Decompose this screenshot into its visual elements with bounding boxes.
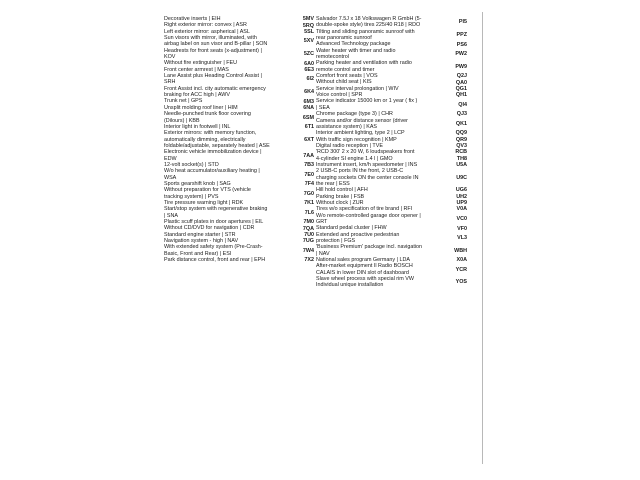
option-code: 6I2 [306,76,314,83]
option-code: 6E3 [304,66,314,73]
equipment-description: Trunk net | GPS [164,98,203,105]
equipment-description: Tire pressure warning light | RDK [164,199,244,206]
option-code: QV3 [456,143,467,150]
equipment-entry [164,48,314,61]
option-code: 7UG [302,238,314,245]
option-code: VL3 [457,235,467,242]
option-code: 6SM [302,114,314,121]
equipment-description: Front center armrest | MAS [164,66,229,73]
equipment-description: Service indicator 15000 km or 1 year ( fix ) | SEA [316,98,418,111]
option-code: VC0 [456,216,467,222]
equipment-entry [316,29,467,42]
equipment-description: Standard pedal cluster | FHW [316,225,387,232]
equipment-description: Without CD/DVD for navigation | CDR [164,225,255,232]
equipment-entry [164,168,314,181]
option-code: Q2J [456,73,467,80]
option-code: QJ3 [456,111,467,118]
equipment-description: Without clock | ZUR [316,199,364,206]
equipment-description: Park distance control, front and rear | EPH [164,257,266,264]
equipment-description: Chrome package (type 3) | CHR [316,111,393,118]
equipment-description: 12-volt socket(s) | STD [164,161,219,168]
equipment-description: Instrument insert, km/h speedometer | INS [316,161,418,168]
equipment-description: W/o remote-controlled garage door opener | GRT [316,212,421,225]
equipment-entry [316,60,467,73]
equipment-description: Left exterior mirror: aspherical | ASL [164,28,250,35]
option-code: PS6 [456,41,467,48]
equipment-entry [164,206,314,219]
equipment-entry [164,111,314,124]
equipment-description: Without fire extinguisher | FEU [164,60,238,67]
option-code: WBH [454,247,467,254]
option-code: 7QA [302,225,314,232]
option-code: 7K1 [304,200,314,207]
equipment-description: 'Business Premium' package incl. navigation | NAV [316,244,423,257]
equipment-entry [316,118,467,131]
equipment-description: Lane Assist plus Heading Control Assist | SRH [164,73,262,86]
option-code: 6T1 [304,124,314,131]
option-code: 5XV [303,38,314,45]
equipment-entry [164,35,314,48]
option-code: QQ9 [455,130,467,137]
option-code: UH2 [456,193,467,200]
option-code: PPZ [456,32,467,39]
equipment-description: Parking brake | FSB [316,193,365,200]
option-code: 6M3 [303,98,314,105]
equipment-description: Exterior mirrors: with memory function, automatically dimming, electrically foldable/adjustable, separately heated | ASE [164,130,270,149]
option-code: 7X2 [304,257,314,264]
equipment-description: National sales program Germany | LDA [316,257,410,264]
equipment-description: With traffic sign recognition | KMP [316,136,397,143]
option-code: 7U0 [304,231,314,238]
equipment-description: Camera and/or distance sensor (driver assistance system) | KAS [316,117,408,130]
equipment-entry [316,263,467,276]
option-code: 7W4 [302,247,314,254]
equipment-description: W/o heat accumulator/auxiliary heating | WSA [164,168,260,181]
equipment-entry [316,213,467,226]
equipment-description: Unsplit molding roof liner | HIM [164,104,238,111]
option-code: YOS [455,279,467,286]
option-code: 6K4 [304,89,314,96]
equipment-description: Navigation system - high | NAV [164,238,239,245]
equipment-description: Advanced Technology package [316,41,391,48]
option-code: QA0 [455,79,467,86]
option-code: V0A [456,206,467,213]
option-code: 5RQ [302,22,314,29]
equipment-description: Interior light in footwell | INL [164,123,231,130]
option-code: QH1 [455,92,467,99]
equipment-description: Front Assist incl. city automatic emergency braking for ACC high | AWV [164,85,266,99]
equipment-description: After-market equipment Il Radio BOSCH CALAIS in lower DIN slot of dashboard [316,263,413,276]
equipment-description: Headrests for front seats (x-adjustment) | KOV [164,47,262,61]
equipment-description: Without child seat | KIS [316,79,372,86]
option-code: UG6 [455,187,467,194]
equipment-entry [316,276,467,289]
option-code: TH8 [456,155,467,162]
option-code: UP9 [456,200,467,207]
option-code: RCB [455,149,467,156]
equipment-entry [164,244,314,257]
equipment-description: Tilting and sliding panoramic sunroof with rear panoramic sunroof [316,28,415,42]
equipment-description: 'RCD 300' 2 x 20 W, 6 loudspeakers front [316,149,415,156]
option-code: 7B3 [304,162,314,169]
option-code: 7F4 [304,181,314,188]
equipment-description: Without preparation for VTS (vehicle tracking system) | PVS [164,187,251,200]
equipment-entry [164,73,314,86]
option-code: U9C [456,174,467,181]
option-code: QG1 [455,85,467,92]
option-code: QK1 [455,120,467,127]
option-code: PW9 [455,63,467,70]
equipment-description: Plastic scuff plates in door apertures | EIL [164,219,264,225]
equipment-description: Parking heater and ventilation with radio remote control and timer [316,60,412,73]
equipment-description: With extended safety system (Pre-Crash- Basic, Front and Rear) | ESI [164,244,263,257]
option-code: U5A [456,162,467,169]
equipment-description: Digital radio reception | TVE [316,142,383,149]
equipment-entry [164,149,314,162]
option-code: 5MV [302,16,314,23]
equipment-entry [316,48,467,61]
equipment-entry [316,232,467,245]
equipment-description: Extended and proactive pedestrian protection | FGS [316,231,400,245]
equipment-entry [316,168,467,187]
equipment-entry [164,130,314,149]
equipment-description: 4-cylinder SI engine 1.4 l | GMO [316,155,393,162]
option-code: 7AA [303,152,314,159]
equipment-description: Salvador 7.5J x 18 Volkswagen R GmbH (5- double-spoke style) tires 225/40 R18 | RDO [316,16,422,29]
option-code: 5ZC [303,51,314,58]
equipment-description: Decorative inserts | EIH [164,16,221,22]
equipment-entry [316,98,467,111]
equipment-description: Interior ambient lighting, type 2 | LCP [316,130,405,137]
equipment-description: Hill hold control | AFH [316,187,368,194]
equipment-description: Sports gearshift knob | SAG [164,180,231,187]
left-equipment-column [164,16,314,263]
equipment-description: Start/stop system with regenerative braking | SNA [164,206,268,219]
option-code: 7E0 [304,171,314,178]
equipment-description: Service interval prolongation | WIV [316,85,399,92]
option-code: 6A0 [304,60,314,67]
option-code: PI5 [458,19,467,26]
option-code: VF0 [457,225,467,232]
option-code: 7L6 [304,209,314,216]
equipment-entry [164,86,314,99]
option-code: 7G0 [303,190,314,197]
right-equipment-column [316,16,467,289]
equipment-description: Tires w/o specification of tire brand | RFI [316,206,413,213]
equipment-entry [316,16,467,29]
equipment-description: 2 USB-C ports IN the front, 2 USB-C charging sockets ON the center console IN the rear | ESS [316,168,419,187]
equipment-entry [164,187,314,200]
equipment-description: Water heater with timer and radio remotecontrol [316,47,396,61]
option-code: QR9 [455,136,467,143]
equipment-list-sheet [160,12,483,464]
equipment-entry [164,257,314,263]
equipment-description: Standard engine starter | STR [164,231,236,238]
option-code: 6NA [303,104,314,111]
option-code: 6XT [304,136,314,143]
option-code: 7M0 [303,219,314,226]
option-code: PW2 [455,51,467,58]
option-code: QI4 [458,101,467,108]
equipment-description: Electronic vehicle immobilization device | EDW [164,149,262,162]
option-code: YCR [455,266,467,273]
equipment-entry [316,244,467,257]
equipment-description: Sun visors with mirror, illuminated, with airbag label on sun visor and B-pillar | SON [164,35,268,48]
equipment-description: Right exterior mirror: convex | ASR [164,22,247,29]
equipment-description: Slave wheel process with special rim VW Individual unique installation [316,276,414,289]
option-code: X0A [456,257,467,264]
equipment-description: Voice control | SPR [316,92,363,99]
equipment-description: Needle-punched trunk floor covering (Dilours) | KBB [164,111,251,124]
option-code: 5SL [304,28,314,35]
equipment-description: Comfort front seats | VOS [316,73,378,80]
